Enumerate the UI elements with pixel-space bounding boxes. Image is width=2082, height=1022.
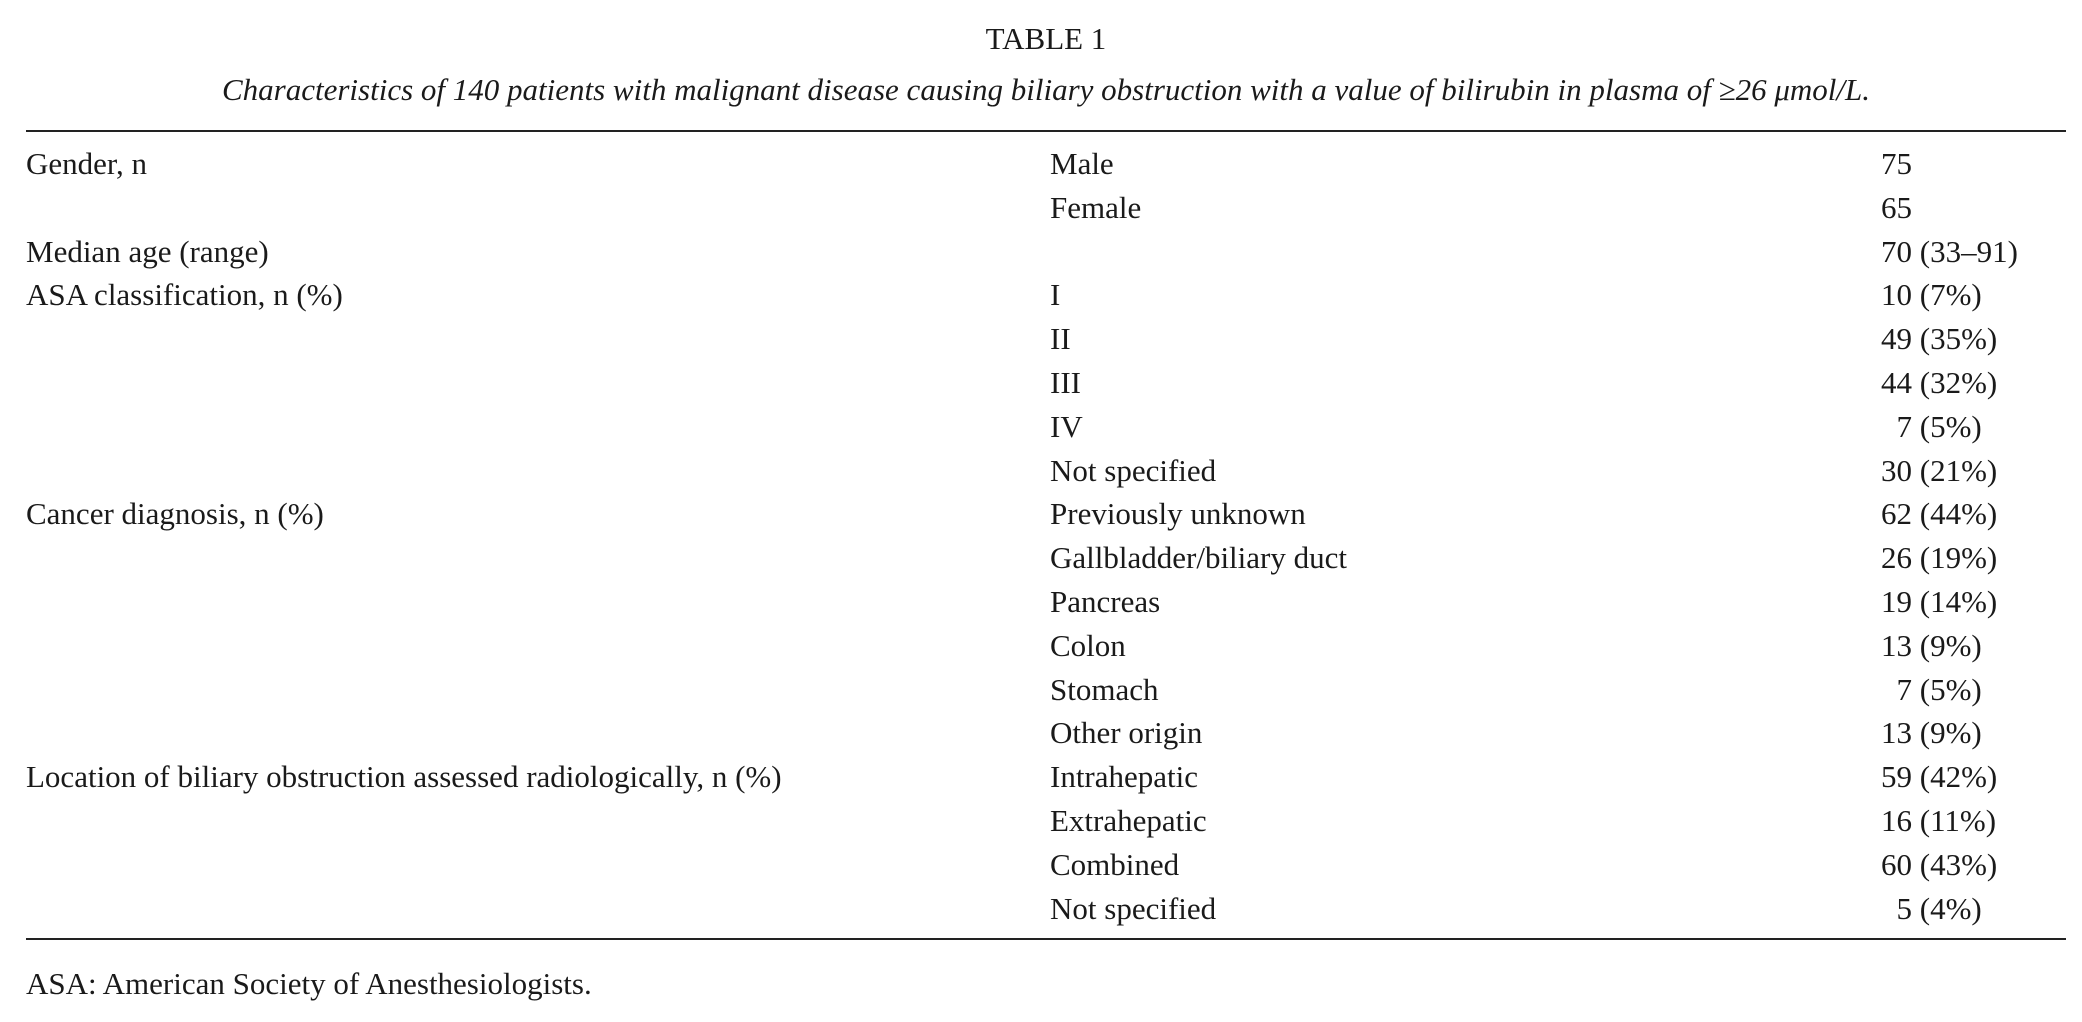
table-container	[26, 0, 2066, 1006]
category-cell: Gender, n	[26, 146, 147, 181]
table-row	[26, 536, 2066, 580]
subcategory-cell: Extrahepatic	[1050, 802, 1207, 838]
value-cell: 16 (11%)	[1881, 802, 1997, 838]
subcategory-cell: Colon	[1050, 627, 1126, 663]
subcategory-cell: Not specified	[1050, 452, 1217, 488]
table-caption: Characteristics of 140 patients with malignant disease causing biliary obstruction with a value of bilirubin in plasma of ≥26 μmol/L.	[221, 72, 1871, 107]
table-row	[26, 711, 2066, 755]
value-cell: 59 (42%)	[1881, 759, 1998, 795]
subcategory-cell: Stomach	[1050, 671, 1159, 707]
table-row	[26, 405, 2066, 449]
table-row	[26, 361, 2066, 405]
table-row	[26, 230, 2066, 274]
table-row	[26, 449, 2066, 493]
table-row	[26, 843, 2066, 887]
value-cell: 75	[1881, 146, 1912, 181]
value-cell: 26 (19%)	[1881, 540, 1998, 576]
category-cell: Location of biliary obstruction assessed radiologically, n (%)	[26, 759, 782, 795]
table-row	[26, 273, 2066, 317]
value-cell: 70 (33–91)	[1881, 233, 2018, 269]
value-cell: 13 (9%)	[1881, 627, 1982, 663]
subcategory-cell: IV	[1050, 408, 1083, 444]
subcategory-cell: Gallbladder/biliary duct	[1050, 540, 1347, 576]
subcategory-cell: I	[1050, 277, 1061, 313]
category-cell: ASA classification, n (%)	[26, 277, 343, 313]
subcategory-cell: Previously unknown	[1050, 496, 1306, 532]
table-row	[26, 186, 2066, 230]
bottom-rule	[26, 938, 2066, 940]
table-row	[26, 624, 2066, 668]
subcategory-cell: Intrahepatic	[1050, 759, 1199, 795]
value-cell: 13 (9%)	[1881, 715, 1982, 751]
value-cell: 19 (14%)	[1881, 583, 1998, 619]
value-cell: 44 (32%)	[1881, 364, 1998, 400]
table-footnote: ASA: American Society of Anesthesiologists.	[26, 966, 592, 1002]
table-label: TABLE 1	[985, 21, 1107, 56]
table-body	[26, 132, 2066, 938]
value-cell: 60 (43%)	[1881, 846, 1998, 882]
subcategory-cell: II	[1050, 321, 1071, 357]
category-cell: Median age (range)	[26, 233, 269, 269]
subcategory-cell: III	[1050, 364, 1081, 400]
table-row	[26, 887, 2066, 931]
table-row	[26, 799, 2066, 843]
subcategory-cell: Combined	[1050, 846, 1180, 882]
value-cell: 5 (4%)	[1881, 890, 1982, 926]
table-row	[26, 580, 2066, 624]
value-cell: 7 (5%)	[1881, 671, 1982, 707]
subcategory-cell: Other origin	[1050, 715, 1203, 751]
table-row	[26, 492, 2066, 536]
value-cell: 65	[1881, 189, 1912, 225]
value-cell: 62 (44%)	[1881, 496, 1998, 532]
subcategory-cell: Not specified	[1050, 890, 1217, 926]
table-row	[26, 317, 2066, 361]
value-cell: 30 (21%)	[1881, 452, 1998, 488]
subcategory-cell: Female	[1050, 189, 1142, 225]
value-cell: 10 (7%)	[1881, 277, 1982, 313]
table-row	[26, 755, 2066, 799]
subcategory-cell: Pancreas	[1050, 583, 1161, 619]
table-row	[26, 142, 2066, 186]
value-cell: 7 (5%)	[1881, 408, 1982, 444]
subcategory-cell: Male	[1050, 146, 1114, 181]
category-cell: Cancer diagnosis, n (%)	[26, 496, 324, 532]
value-cell: 49 (35%)	[1881, 321, 1998, 357]
table-row	[26, 668, 2066, 712]
